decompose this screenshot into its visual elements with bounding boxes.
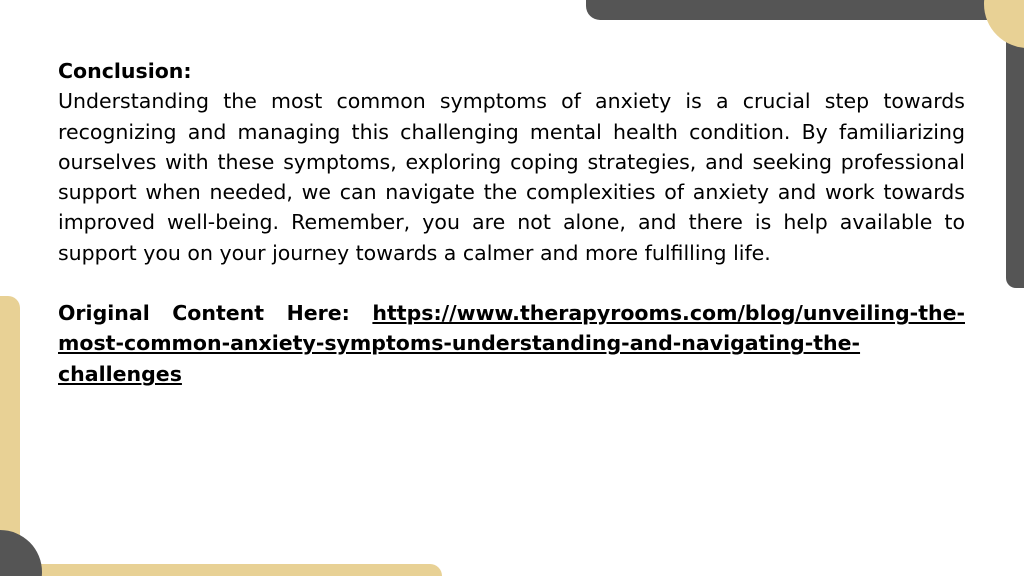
conclusion-section	[58, 56, 965, 409]
decorative-bottom-bar	[0, 564, 442, 576]
source-link[interactable]: https://www.therapyrooms.com/blog/unveiling-the-most-common-anxiety-symptoms-understanding-and-navigating-the-challenges	[58, 301, 965, 386]
decorative-top-bar	[586, 0, 1024, 20]
conclusion-heading: Conclusion:	[58, 59, 192, 83]
decorative-right-bar	[1006, 30, 1024, 288]
conclusion-body: Understanding the most common symptoms of anxiety is a crucial step towards recognizing and managing this challenging mental health condition. By familiarizing ourselves with these symptoms, exploring coping strategies, and seeking professional support when needed, we can navigate the complexities of anxiety and work towards improved well-being. Remember, you are not alone, and there is help available to support you on your journey towards a calmer and more fulfilling life.	[58, 89, 965, 265]
source-line	[58, 298, 965, 389]
source-label: Original Content Here:	[58, 301, 350, 326]
decorative-top-right-circle	[984, 0, 1024, 48]
decorative-bottom-left-circle	[0, 530, 42, 576]
